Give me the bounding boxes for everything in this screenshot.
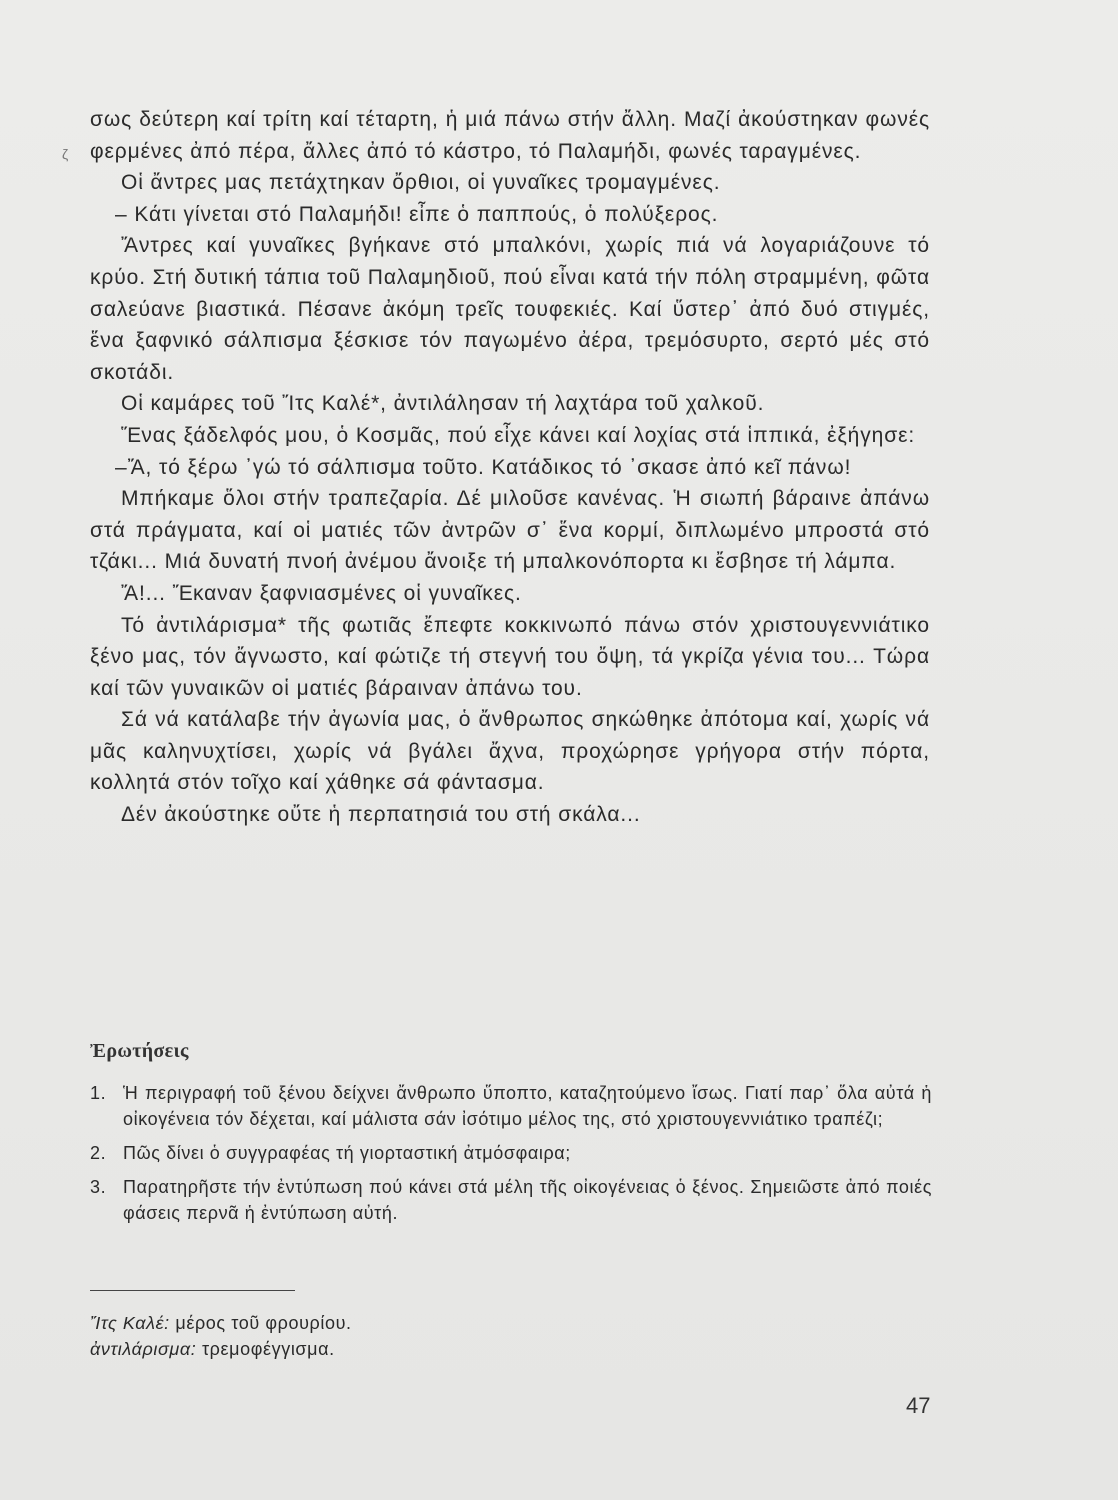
question-number: 2.: [90, 1143, 107, 1163]
footnote-definition: τρεμοφέγγισμα.: [201, 1339, 335, 1359]
paragraph-4: Ἄντρες καί γυναῖκες βγήκανε στό μπαλκόνι, χωρίς πιά νά λογαριάζουνε τό κρύο. Στή δυτική τάπια τοῦ Παλαμηδιοῦ, πού εἶναι κατά τήν πόλη στραμμένη, φῶτα σαλεύανε βιαστικά. Πέσανε ἀκόμη τρεῖς τουφεκιές. Καί ὕστερ᾽ ἀπό δυό στιγμές, ἕνα ξαφνικό σάλπισμα ξέσκισε τόν παγωμένο ἀέρα, τρεμόσυρτο, σερτό μές στό σκοτάδι.: [90, 234, 930, 384]
question-text: Παρατηρῆστε τήν ἐντύπωση πού κάνει στά μέλη τῆς οἰκογένειας ὁ ξένος. Σημειῶστε ἀπό ποιές φάσεις περνᾶ ἡ ἐντύπωση αὐτή.: [123, 1177, 932, 1223]
footnote-item: [90, 1336, 352, 1362]
paragraph-1: σως δεύτερη καί τρίτη καί τέταρτη, ἡ μιά πάνω στήν ἄλλη. Μαζί ἀκούστηκαν φωνές φερμένες ἀπό πέρα, ἄλλες ἀπό τό κάστρο, τό Παλαμήδι, φωνές ταραγμένες.: [90, 108, 930, 163]
question-item: [90, 1140, 932, 1166]
footnote-definition: μέρος τοῦ φρουρίου.: [175, 1313, 352, 1333]
footnotes: [90, 1310, 352, 1362]
paragraph-6: Ἕνας ξάδελφός μου, ὁ Κοσμᾶς, πού εἶχε κάνει καί λοχίας στά ἱππικά, ἐξήγησε:: [121, 423, 916, 447]
question-item: [90, 1080, 932, 1132]
paragraph-5: Οἱ καμάρες τοῦ Ἴτς Καλέ*, ἀντιλάλησαν τή λαχτάρα τοῦ χαλκοῦ.: [121, 392, 765, 416]
questions-list: [90, 1080, 932, 1234]
page-number: 47: [906, 1393, 931, 1418]
question-text: Πῶς δίνει ὁ συγγραφέας τή γιορταστική ἀτμόσφαιρα;: [123, 1143, 571, 1163]
paragraph-9: Ἄ!... Ἔκαναν ξαφνιασμένες οἱ γυναῖκες.: [121, 581, 522, 605]
footnote-term: Ἴτς Καλέ:: [90, 1313, 170, 1333]
footnote-item: [90, 1310, 352, 1336]
footnote-divider: [90, 1290, 295, 1291]
paragraph-8: Μπήκαμε ὅλοι στήν τραπεζαρία. Δέ μιλοῦσε κανένας. Ἡ σιωπή βάραινε ἀπάνω στά πράγματα, καί οἱ ματιές τῶν ἀντρῶν σ᾽ ἕνα κορμί, διπλωμένο μπροστά στό τζάκι... Μιά δυνατή πνοή ἀνέμου ἄνοιξε τή μπαλκονόπορτα κι ἔσβησε τή λάμπα.: [90, 487, 930, 574]
question-number: 3.: [90, 1177, 107, 1197]
margin-mark: ζ: [62, 146, 69, 162]
question-number: 1.: [90, 1083, 107, 1103]
question-item: [90, 1174, 932, 1226]
paragraph-7: –Ἄ, τό ξέρω ᾽γώ τό σάλπισμα τοῦτο. Κατάδικος τό ᾽σκασε ἀπό κεῖ πάνω!: [115, 455, 852, 479]
question-text: Ἡ περιγραφή τοῦ ξένου δείχνει ἄνθρωπο ὕποπτο, καταζητούμενο ἴσως. Γιατί παρ᾽ ὅλα αὐτά ἡ οἰκογένεια τόν δέχεται, καί μάλιστα σάν ἰσότιμο μέλος της, στό χριστουγεννιάτικο τραπέζι;: [123, 1083, 932, 1129]
paragraph-3: – Κάτι γίνεται στό Παλαμήδι! εἶπε ὁ παππούς, ὁ πολύξερος.: [115, 202, 719, 226]
paragraph-2: Οἱ ἄντρες μας πετάχτηκαν ὄρθιοι, οἱ γυναῖκες τρομαγμένες.: [121, 171, 721, 195]
footnote-term: ἀντιλάρισμα:: [90, 1339, 197, 1359]
paragraph-10: Τό ἀντιλάρισμα* τῆς φωτιᾶς ἔπεφτε κοκκινωπό πάνω στόν χριστουγεννιάτικο ξένο μας, τόν ἄγνωστο, καί φώτιζε τή στεγνή του ὄψη, τά γκρίζα γένια του... Τώρα καί τῶν γυναικῶν οἱ ματιές βάραιναν ἀπάνω του.: [90, 613, 930, 700]
story-text: [90, 104, 930, 831]
paragraph-12: Δέν ἀκούστηκε οὔτε ἡ περπατησιά του στή σκάλα...: [121, 803, 641, 827]
paragraph-11: Σά νά κατάλαβε τήν ἀγωνία μας, ὁ ἄνθρωπος σηκώθηκε ἀπότομα καί, χωρίς νά μᾶς καληνυχτίσει, χωρίς νά βγάλει ἄχνα, προχώρησε γρήγορα στήν πόρτα, κολλητά στόν τοῖχο καί χάθηκε σά φάντασμα.: [90, 708, 930, 795]
questions-heading: Ἐρωτήσεις: [90, 1040, 189, 1062]
